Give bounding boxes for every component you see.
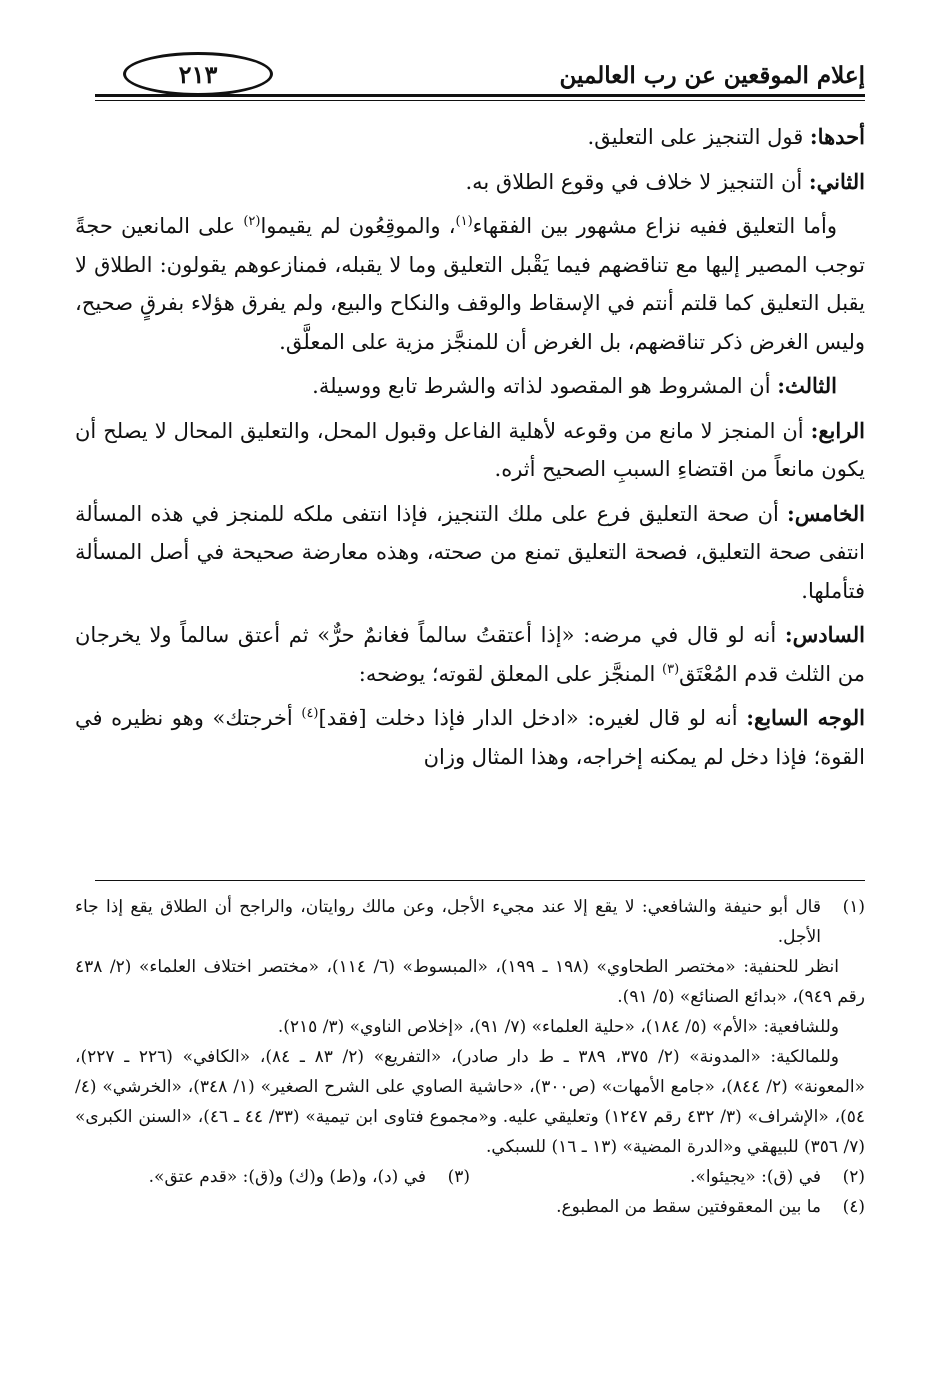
paragraph-text: أن المنجز لا مانع من وقوعه لأهلية الفاعل وقبول المحل، والتعليق المحال لا يصلح أن يكون مانعاً من اقتضاءِ السببِ الصحيح أثره. bbox=[75, 418, 865, 481]
header-rule-thick bbox=[95, 94, 865, 97]
paragraph-text: على المانعين حجةً توجب المصير إليها مع تناقضهم فيما يَقْبل التعليق وما لا يقبله، فمنازعوهم يقولون: الطلاق لا يقبل التعليق كما قلتم أنتم في الإسقاط والوقف والنكاح والبيع، ولم يفرق هؤلاء بفرقٍ صحيح، وليس الغرض ذكر تناقضهم، بل الغرض أن للمنجَّز مزية على المعلَّق. bbox=[75, 214, 865, 354]
footnote-text: في (د)، و(ط) و(ك) و(ق): «قدم عتق». bbox=[148, 1167, 426, 1187]
paragraph-text: ، والموقِعُون لم يقيموا bbox=[260, 214, 456, 238]
paragraph-third bbox=[75, 367, 865, 406]
paragraph-sixth bbox=[75, 616, 865, 693]
header-rule-thin bbox=[95, 100, 865, 101]
footnote-ref-4[interactable]: (٤) bbox=[301, 706, 319, 721]
paragraph-lead: السادس: bbox=[784, 622, 865, 647]
footnote-text: في (ق): «يجيئوا». bbox=[690, 1167, 821, 1187]
footnote-maliki-refs: وللمالكية: «المدونة» (٢/ ٣٧٥، ٣٨٩ ـ ط دار صادر)، «التفريع» (٢/ ٨٣ ـ ٨٤)، «الكافي» (٢٢٦ ـ ٢٢٧)، «المعونة» (٢/ ٨٤٤)، «جامع الأمهات» (ص٣٠٠)، «حاشية الصاوي على الشرح الصغير» (١/ ٣٤٨)، «الخرشي» (٤/ ٥٤)، «الإشراف» (٣/ ٤٣٢ رقم ١٢٤٧) وتعليقي عليه. و«مجموع فتاوى ابن تيمية» (٣٣/ ٤٤ ـ ٤٦)، «السنن الكبرى» (٧/ ٣٥٦) للبيهقي و«الدرة المضية» (١٣ ـ ١٦) للسبكي. bbox=[75, 1047, 865, 1157]
footnote-body bbox=[75, 892, 821, 952]
book-title: إعلام الموقعين عن رب العالمين bbox=[559, 62, 865, 89]
paragraph-text: أن صحة التعليق فرع على ملك التنجيز، فإذا انتفى ملكه للمنجز في هذه المسألة انتفى صحة التعليق، فصحة التعليق تمنع من صحته، وهذه معارضة صحيحة في أصل المسألة فتأملها. bbox=[75, 501, 865, 603]
paragraph-text: وأما التعليق ففيه نزاع مشهور بين الفقهاء bbox=[472, 214, 837, 238]
paragraph-text: أنه لو قال في مرضه: «إذا أعتقتُ سالماً فغانمٌ حرٌّ» ثم أعتق سالماً ولا يخرجان من الثلث قدم المُعْتَق bbox=[75, 623, 865, 686]
footnote-row-2-3 bbox=[75, 1162, 865, 1192]
paragraph-text: قول التنجيز على التعليق. bbox=[587, 125, 810, 149]
paragraph-second bbox=[75, 163, 865, 202]
paragraph-text: أن المشروط هو المقصود لذاته والشرط تابع ووسيلة. bbox=[312, 374, 778, 398]
footnote-ref-3[interactable]: (٣) bbox=[662, 661, 680, 677]
paragraph-text: أخرجتك» وهو نظيره في القوة؛ فإذا دخل لم يمكنه إخراجه، وهذا المثال وزان bbox=[75, 706, 865, 769]
footnotes bbox=[75, 892, 865, 1222]
footnote-text: قال أبو حنيفة والشافعي: لا يقع إلا عند مجيء الأجل، وعن مالك روايتان، والراجح أن الطلاق يقع إذا جاء الأجل. bbox=[75, 897, 821, 947]
footnote-shafii-refs: وللشافعية: «الأم» (٥/ ١٨٤)، «حلية العلماء» (٧/ ٩١)، «إخلاص الناوي» (٣/ ٢١٥). bbox=[277, 1017, 839, 1037]
paragraph-seventh bbox=[75, 699, 865, 776]
main-text bbox=[75, 118, 865, 782]
paragraph-lead: الوجه السابع: bbox=[746, 705, 865, 730]
footnote-ref-1[interactable]: (١) bbox=[455, 214, 473, 229]
paragraph-lead: الثاني: bbox=[808, 168, 865, 194]
paragraph-fifth bbox=[75, 495, 865, 611]
paragraph-text: أن التنجيز لا خلاف في وقوع الطلاق به. bbox=[465, 169, 809, 194]
page-number: ٢١٣ bbox=[123, 52, 273, 96]
footnote-number: (٣) bbox=[447, 1167, 470, 1187]
footnote-4 bbox=[75, 1192, 865, 1222]
footnote-1 bbox=[75, 892, 865, 952]
footnote-hanafi-refs: انظر للحنفية: «مختصر الطحاوي» (١٩٨ ـ ١٩٩)، «المبسوط» (٦/ ١١٤)، «مختصر اختلاف العلماء» (٢/ ٤٣٨ رقم ٩٤٩)، «بدائع الصنائع» (٥/ ٩١). bbox=[75, 957, 865, 1007]
paragraph-fourth bbox=[75, 412, 865, 489]
footnote-number: (١) bbox=[842, 897, 865, 917]
paragraph-taliq-dispute bbox=[75, 207, 865, 361]
paragraph-first bbox=[75, 118, 865, 157]
footnote-ref-2[interactable]: (٢) bbox=[243, 214, 261, 229]
footnote-text: ما بين المعقوفتين سقط من المطبوع. bbox=[556, 1197, 821, 1217]
footnote-separator bbox=[95, 880, 865, 881]
paragraph-text: أنه لو قال لغيره: «ادخل الدار فإذا دخلت [فقد] bbox=[318, 706, 747, 730]
footnote-number: (٤) bbox=[842, 1197, 865, 1217]
running-header bbox=[95, 48, 865, 110]
footnote-number: (٢) bbox=[842, 1167, 865, 1187]
paragraph-lead: الرابع: bbox=[810, 417, 865, 443]
paragraph-lead: الخامس: bbox=[787, 500, 865, 526]
paragraph-text: المنجَّز على المعلق لقوته؛ يوضحه: bbox=[358, 661, 663, 686]
footnote-2 bbox=[470, 1162, 865, 1192]
paragraph-lead: الثالث: bbox=[777, 373, 837, 398]
paragraph-lead: أحدها: bbox=[809, 124, 865, 149]
footnote-3 bbox=[75, 1162, 470, 1192]
